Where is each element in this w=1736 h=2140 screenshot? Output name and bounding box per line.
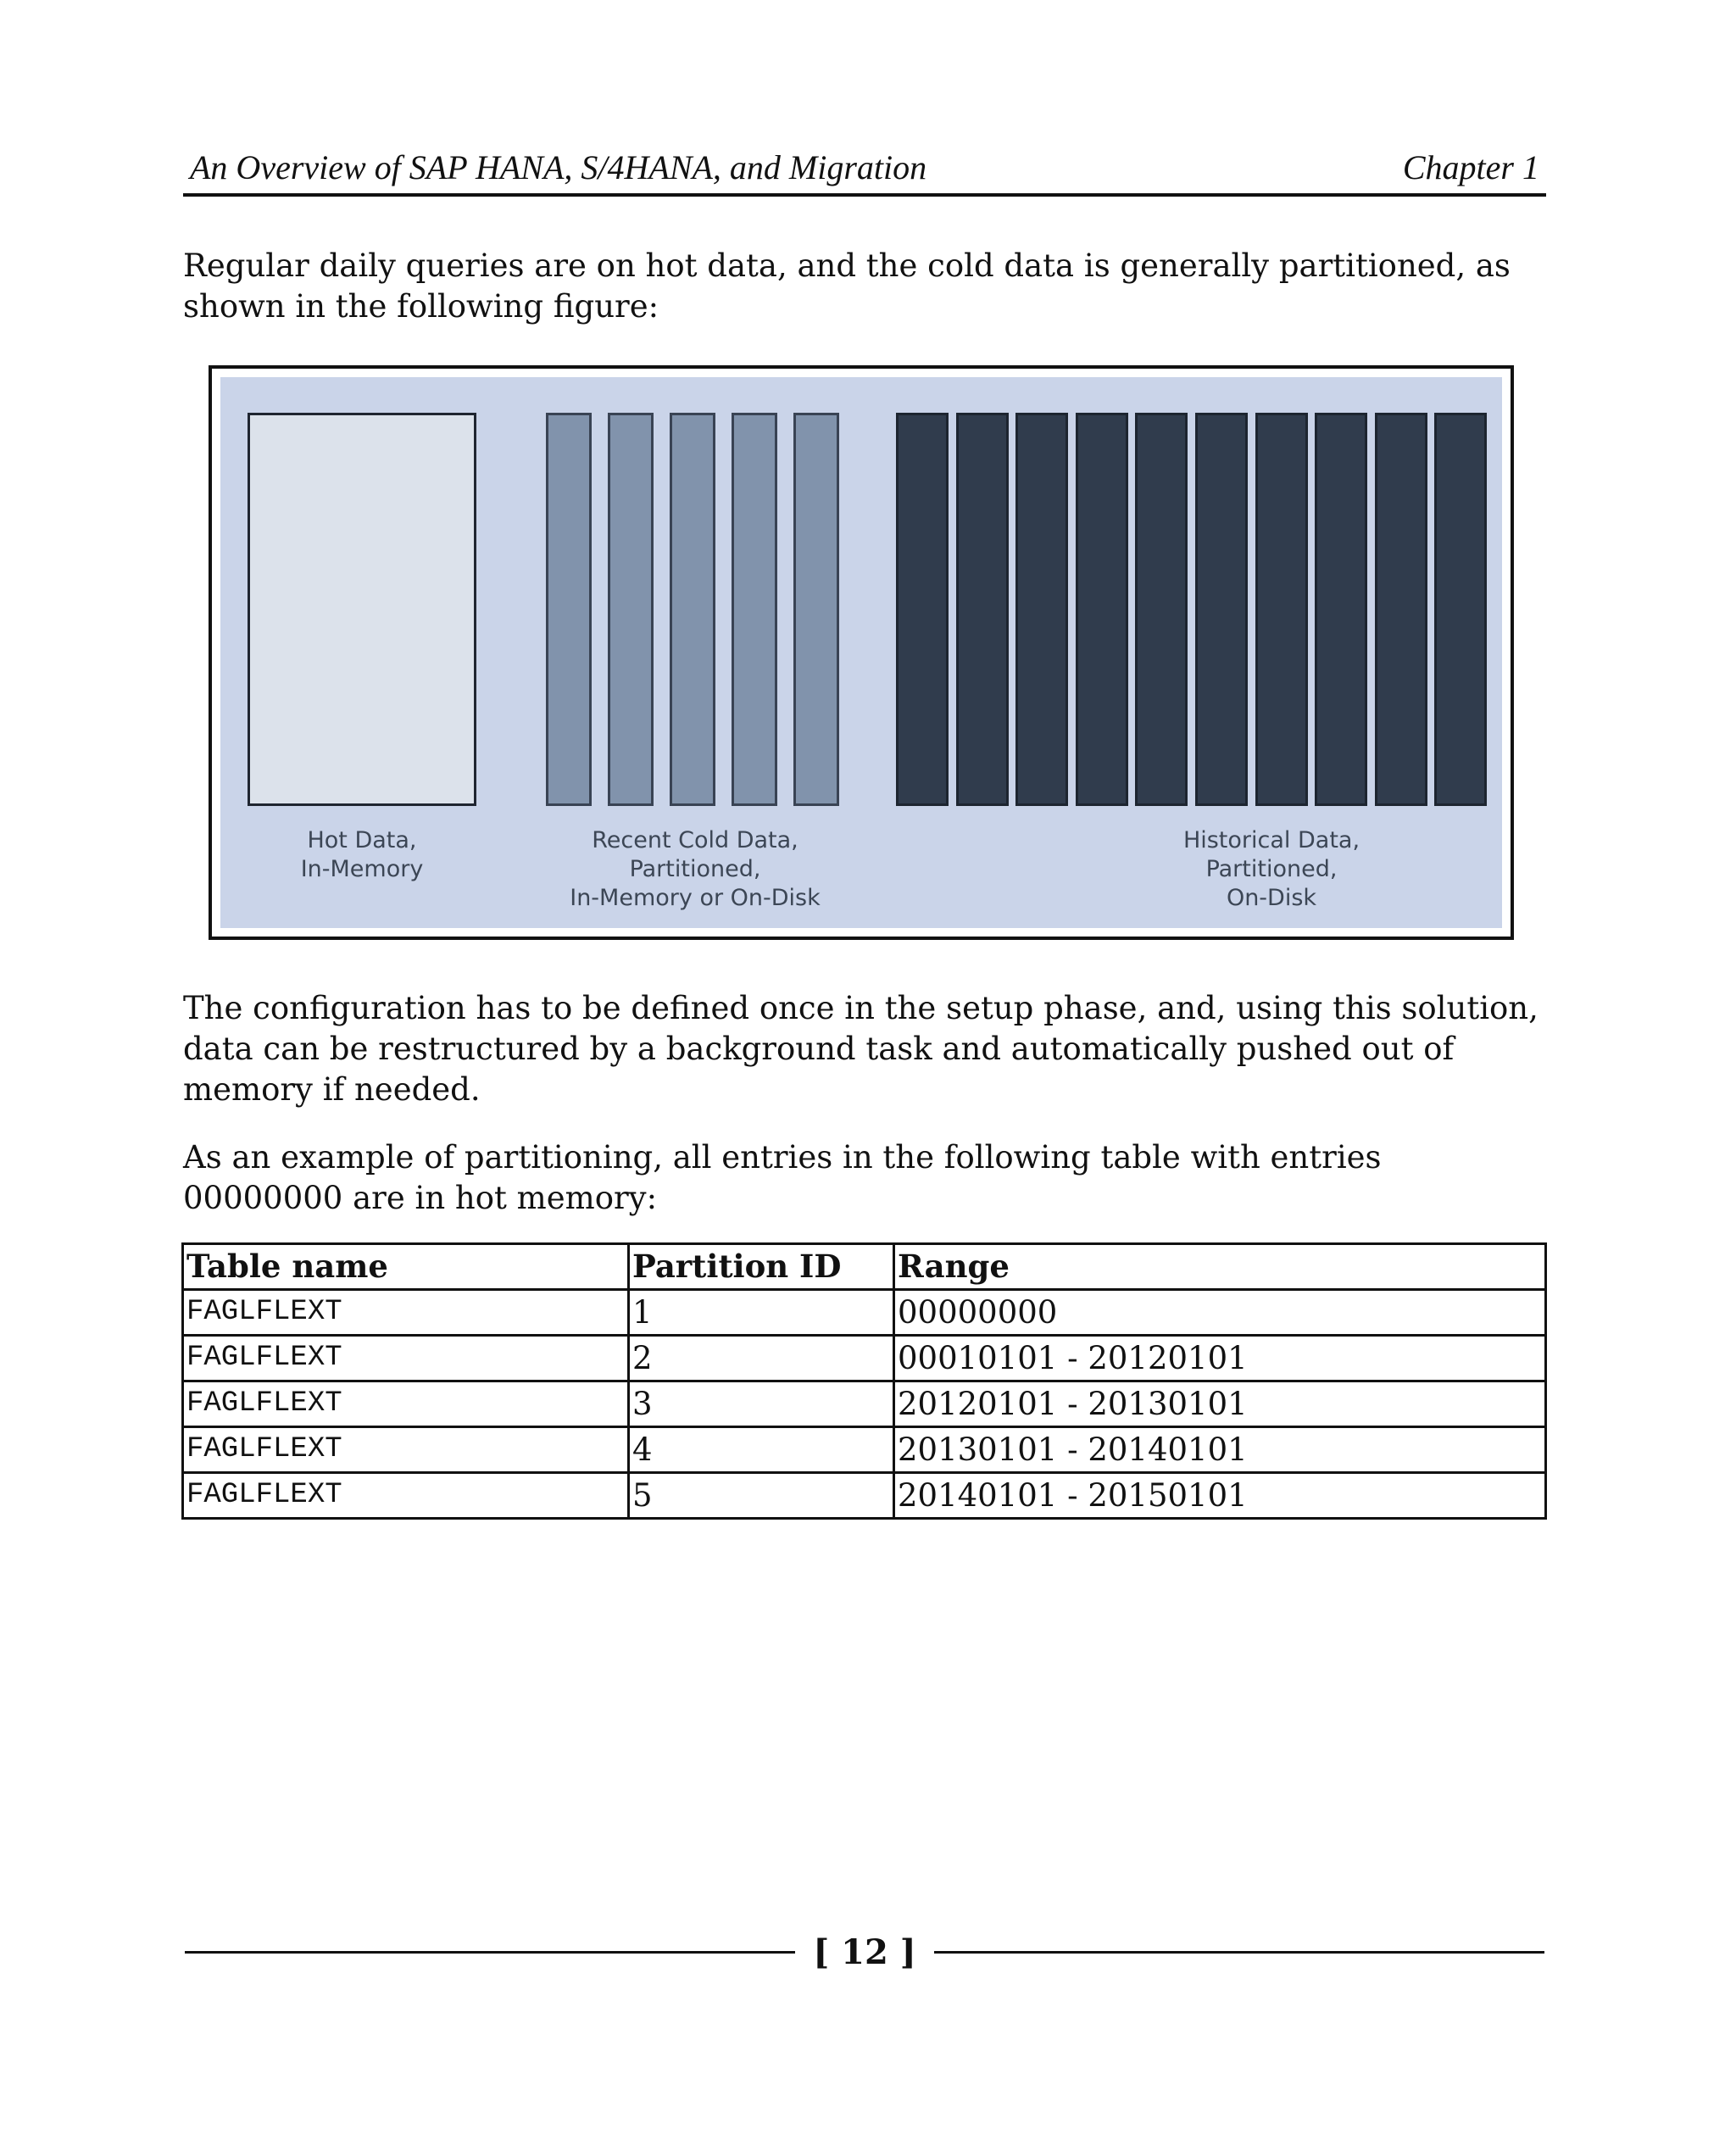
table-row	[183, 1427, 1546, 1473]
hot-data-block	[248, 413, 476, 806]
column-header-range: Range	[894, 1244, 1546, 1290]
recent-partition-bar	[546, 413, 592, 806]
cell-table-name: FAGLFLEXT	[183, 1290, 629, 1336]
page-number: [ 12 ]	[813, 1932, 916, 1972]
cell-table-name: FAGLFLEXT	[183, 1473, 629, 1519]
column-header-partition-id: Partition ID	[629, 1244, 894, 1290]
historical-partition-bar	[1434, 413, 1487, 806]
cell-range: 20140101 - 20150101	[894, 1473, 1546, 1519]
book-title: An Overview of SAP HANA, S/4HANA, and Migration	[190, 148, 927, 186]
historical-partition-bar	[1015, 413, 1068, 806]
cell-range: 00010101 - 20120101	[894, 1336, 1546, 1381]
intro-paragraph: Regular daily queries are on hot data, and the cold data is generally partitioned, as shown in the following figure:	[183, 247, 1511, 325]
cell-table-name: FAGLFLEXT	[183, 1381, 629, 1427]
historical-partition-bar	[956, 413, 1009, 806]
historical-data-label: Historical Data, Partitioned, On-Disk	[1182, 827, 1360, 911]
figure-canvas	[220, 377, 1502, 928]
cell-range: 00000000	[894, 1290, 1546, 1336]
cell-partition-id: 1	[629, 1290, 894, 1336]
cell-table-name: FAGLFLEXT	[183, 1336, 629, 1381]
partition-table	[181, 1242, 1547, 1520]
footer-rule-left	[185, 1951, 795, 1954]
table-row	[183, 1381, 1546, 1427]
chapter-label: Chapter 1	[1402, 148, 1539, 186]
recent-partition-bar	[670, 413, 715, 806]
recent-partition-bar	[608, 413, 654, 806]
partitioning-figure	[209, 365, 1514, 940]
table-header-row	[183, 1244, 1546, 1290]
cell-partition-id: 2	[629, 1336, 894, 1381]
historical-partition-bar	[896, 413, 949, 806]
cell-partition-id: 4	[629, 1427, 894, 1473]
recent-partition-bar	[793, 413, 839, 806]
running-header	[183, 142, 1546, 197]
historical-partition-bar	[1135, 413, 1188, 806]
historical-partition-bar	[1076, 413, 1128, 806]
recent-partition-bar	[732, 413, 777, 806]
cell-range: 20120101 - 20130101	[894, 1381, 1546, 1427]
table-row	[183, 1290, 1546, 1336]
table-row	[183, 1473, 1546, 1519]
cell-partition-id: 3	[629, 1381, 894, 1427]
cell-partition-id: 5	[629, 1473, 894, 1519]
configuration-paragraph: The configuration has to be defined once in the setup phase, and, using this solution, data can be restructured by a background task and automatically pushed out of memory if needed.	[183, 990, 1538, 1108]
example-paragraph: As an example of partitioning, all entries in the following table with entries 00000000 are in hot memory:	[183, 1139, 1382, 1216]
cell-range: 20130101 - 20140101	[894, 1427, 1546, 1473]
footer-rule-right	[934, 1951, 1544, 1954]
hot-data-label: Hot Data, In-Memory	[300, 827, 424, 882]
historical-partition-bar	[1315, 413, 1367, 806]
table-row	[183, 1336, 1546, 1381]
recent-cold-label: Recent Cold Data, Partitioned, In-Memory or On-Disk	[570, 827, 821, 911]
column-header-table-name: Table name	[183, 1244, 629, 1290]
cell-table-name: FAGLFLEXT	[183, 1427, 629, 1473]
historical-partition-bar	[1195, 413, 1248, 806]
historical-partition-bar	[1255, 413, 1308, 806]
historical-partition-bar	[1375, 413, 1427, 806]
